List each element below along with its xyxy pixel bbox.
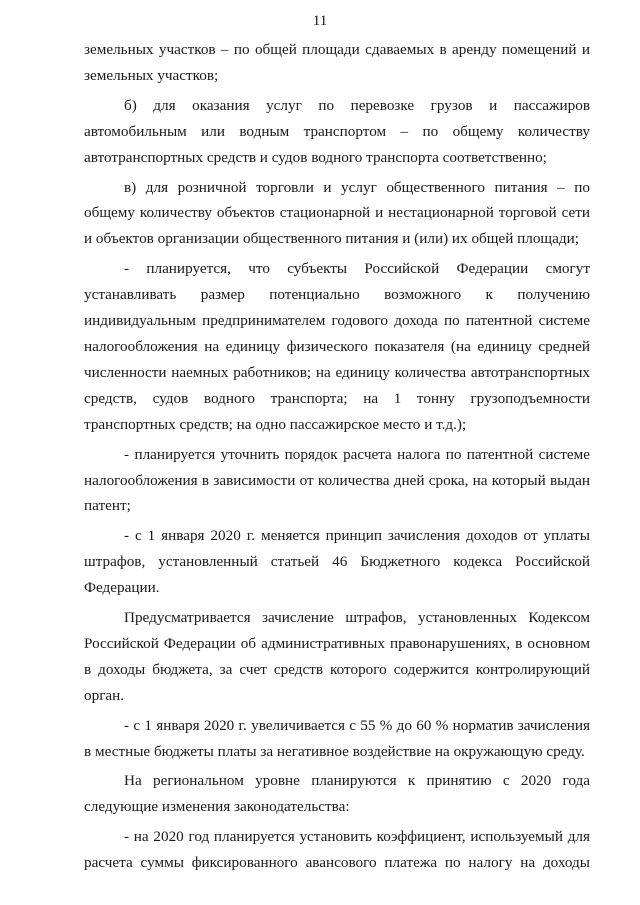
paragraph-patent-tax-calculation: - планируется уточнить порядок расчета налога по патентной системе налогообложения в зависимости от количества дней срока, на который выдан патент; xyxy=(84,445,590,515)
paragraph-potential-income: - планируется, что субъекты Российской Федерации смогут устанавливать размер потенциально возможного к получению индивидуальным предпринимателем годового дохода по патентной системе налогообложения на единицу физического показателя (на единицу средней численности наемных работников; на единицу количества автотранспортных средств, судов водного транспорта; на 1 тонну грузоподъемности транспортных средств; на одно пассажирское место и т.д.); xyxy=(84,260,590,433)
paragraph-retail-catering: в) для розничной торговли и услуг общественного питания – по общему количеству объектов стационарной и нестационарной торговой сети и объектов организации общественного питания и (или) их общей площади; xyxy=(84,178,590,248)
paragraph-coefficient: - на 2020 год планируется установить коэффициент, используемый для расчета суммы фиксированного авансового платежа по налогу на доходы xyxy=(84,828,590,872)
document-body xyxy=(84,37,590,876)
paragraph-transport-services: б) для оказания услуг по перевозке грузов и пассажиров автомобильным или водным транспортом – по общему количеству автотранспортных средств и судов водного транспорта соответственно; xyxy=(84,96,590,166)
paragraph-administrative-fines: Предусматривается зачисление штрафов, установленных Кодексом Российской Федерации об административных правонарушениях, в основном в доходы бюджета, за счет средств которого содержится контролирующий орган. xyxy=(84,609,590,704)
paragraph-fines-allocation: - с 1 января 2020 г. меняется принцип зачисления доходов от уплаты штрафов, установленный статьей 46 Бюджетного кодекса Российской Федерации. xyxy=(84,527,590,597)
page-number: 11 xyxy=(312,13,328,29)
paragraph-regional-changes: На региональном уровне планируются к принятию с 2020 года следующие изменения законодательства: xyxy=(84,772,590,816)
paragraph-environmental-fee: - с 1 января 2020 г. увеличивается с 55 % до 60 % норматив зачисления в местные бюджеты платы за негативное воздействие на окружающую среду. xyxy=(84,716,590,760)
paragraph-land-plots: земельных участков – по общей площади сдаваемых в аренду помещений и земельных участков; xyxy=(84,41,590,84)
